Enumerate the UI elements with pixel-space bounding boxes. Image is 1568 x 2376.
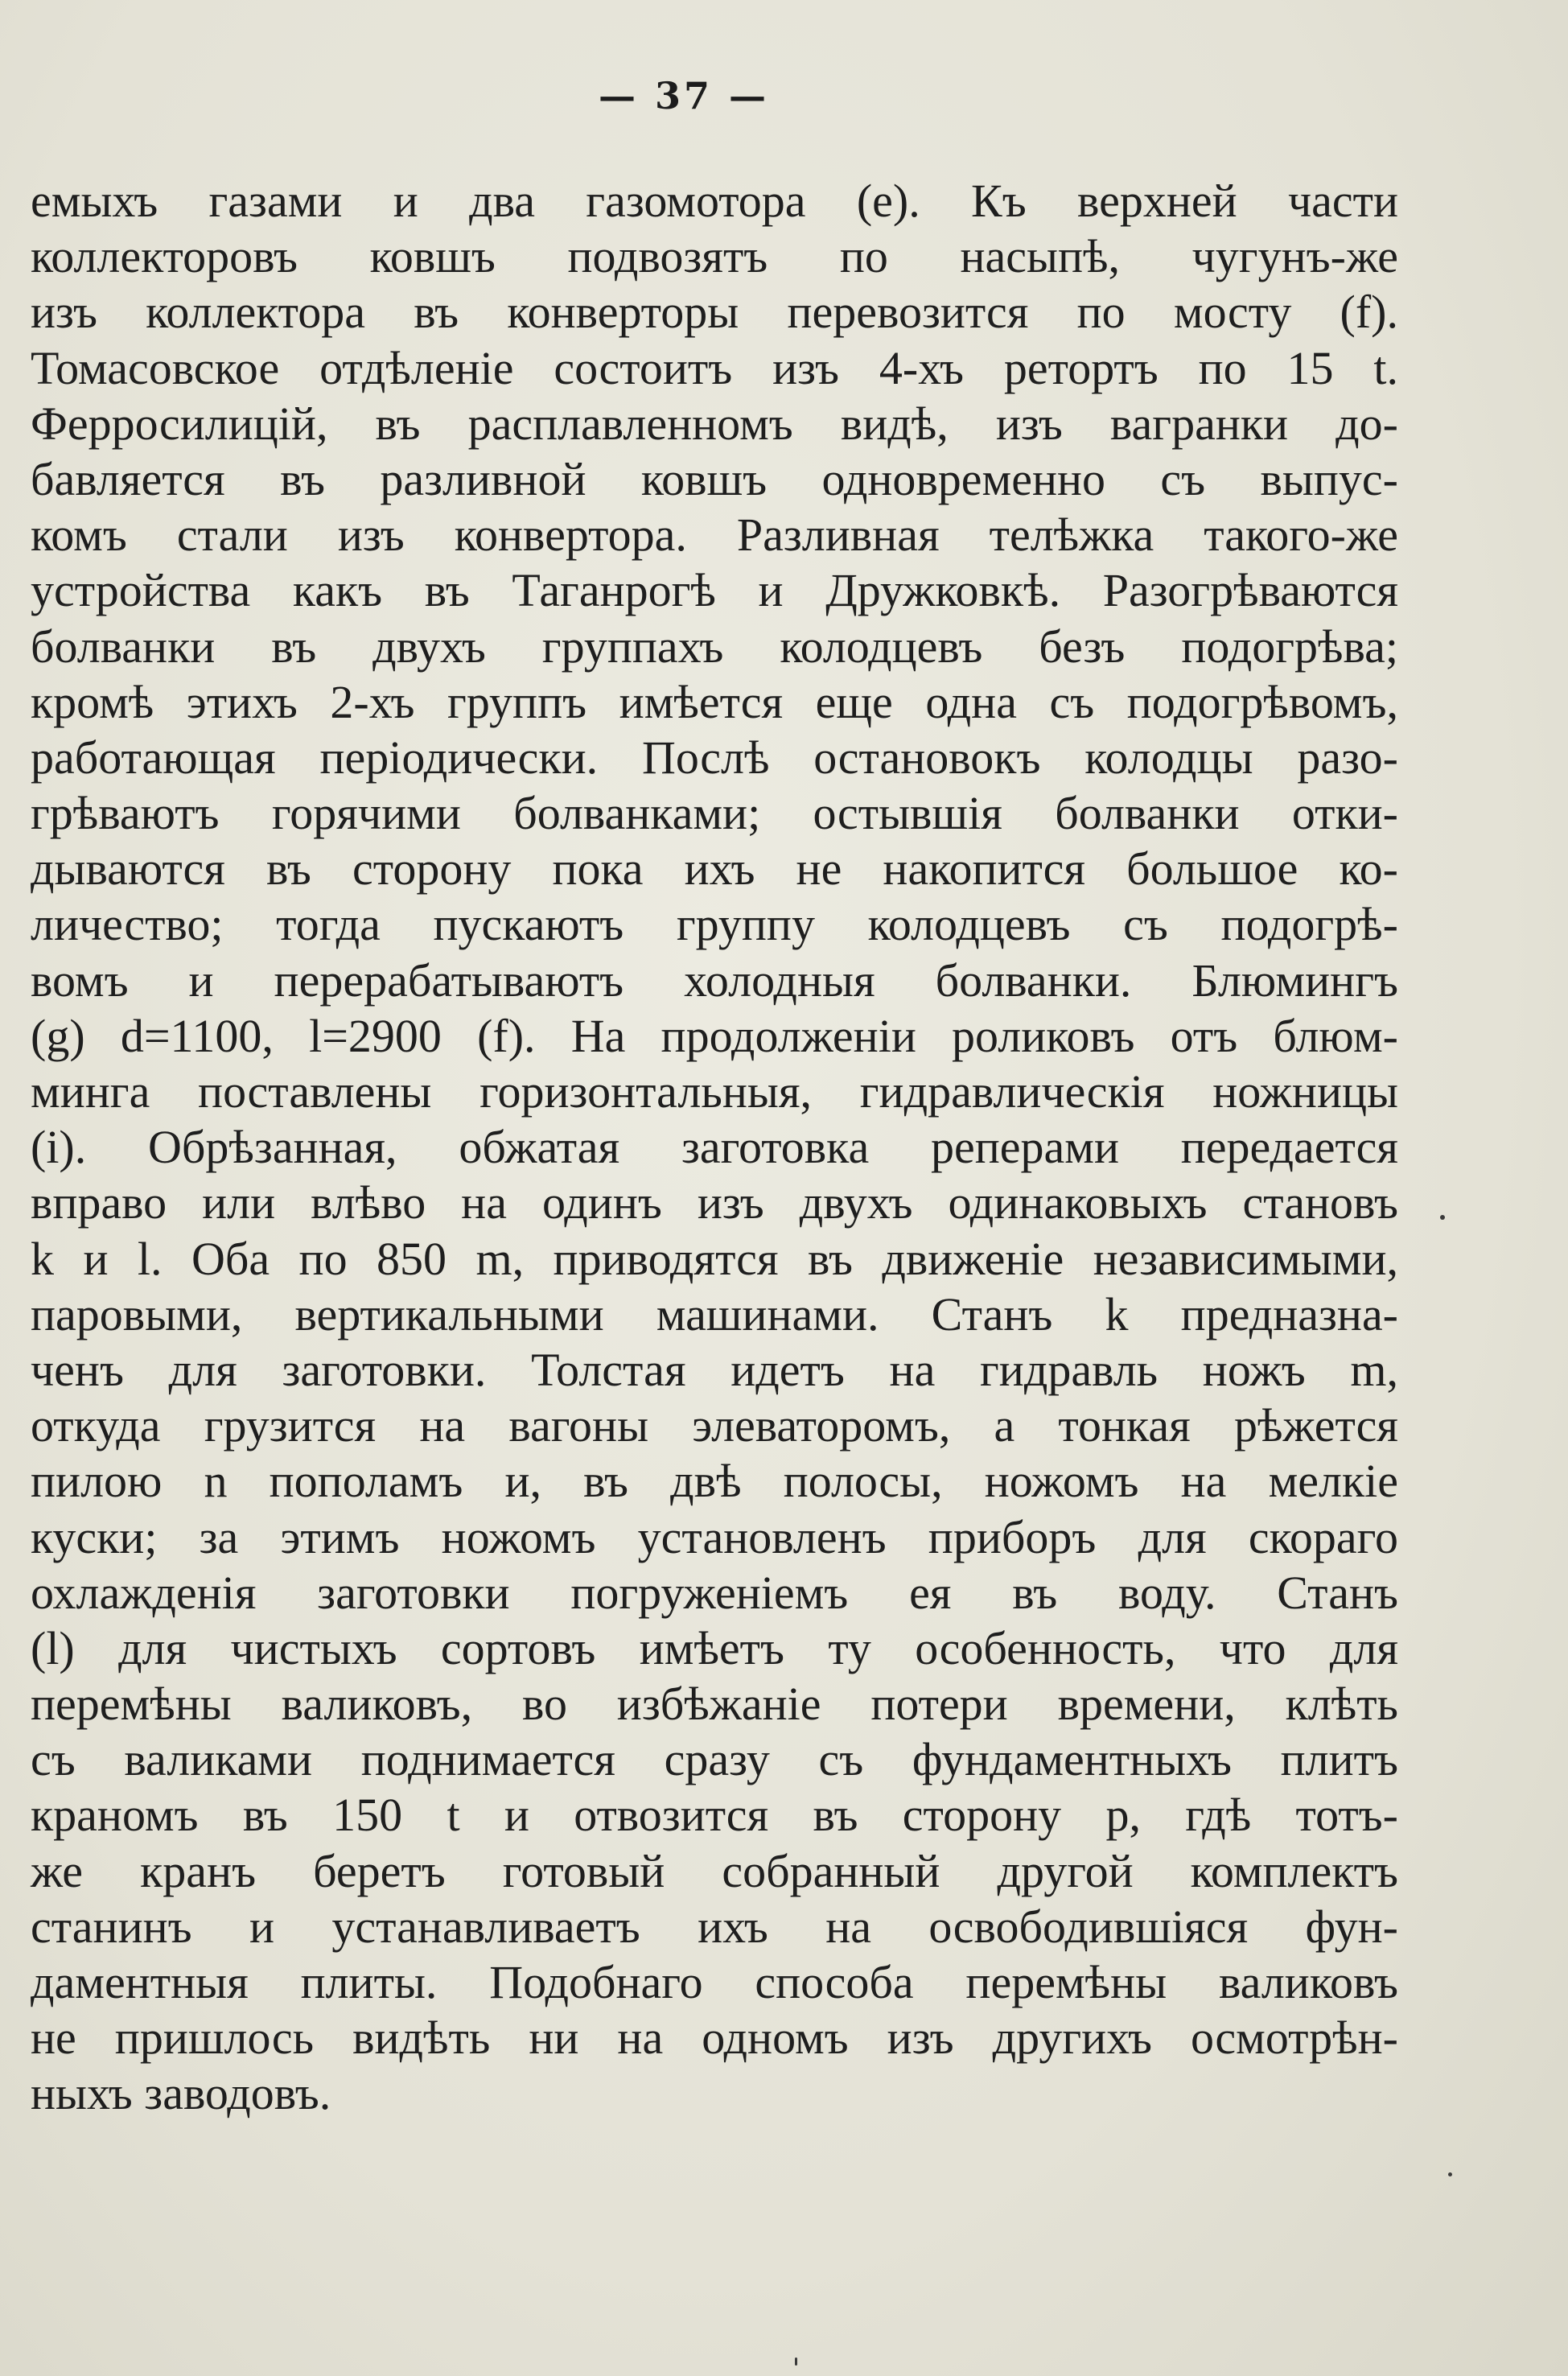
- text-line: же кранъ беретъ готовый собранный другой комплектъ: [31, 1844, 1398, 1897]
- text-line: работающая періодически. Послѣ остановокъ колодцы разо-: [31, 731, 1398, 784]
- text-line: пилою n пополамъ и, въ двѣ полосы, ножомъ на мелкіе: [31, 1455, 1398, 1508]
- text-line: не пришлось видѣть ни на одномъ изъ другихъ осмотрѣн-: [31, 2012, 1398, 2065]
- text-line: дываются въ сторону пока ихъ не накопится большое ко-: [31, 842, 1398, 896]
- text-line: ныхъ заводовъ.: [31, 2067, 331, 2120]
- text-line: k и l. Оба по 850 m, приводятся въ движеніе независимыми,: [31, 1232, 1398, 1285]
- text-line: болванки въ двухъ группахъ колодцевъ безъ подогрѣва;: [31, 620, 1398, 673]
- text-line: (i). Обрѣзанная, обжатая заготовка реперами передается: [31, 1121, 1398, 1174]
- text-line: краномъ въ 150 t и отвозится въ сторону р, гдѣ тотъ-: [31, 1789, 1398, 1842]
- ink-speck: [795, 2357, 797, 2366]
- text-line: минга поставлены горизонтальныя, гидравлическія ножницы: [31, 1065, 1398, 1118]
- text-line: изъ коллектора въ конверторы перевозится по мосту (f).: [31, 286, 1398, 339]
- text-line: (l) для чистыхъ сортовъ имѣетъ ту особенность, что для: [31, 1621, 1398, 1674]
- text-line: куски; за этимъ ножомъ установленъ приборъ для скораго: [31, 1510, 1398, 1563]
- ink-speck: [1448, 2172, 1452, 2176]
- ink-speck: [1440, 1215, 1445, 1220]
- body-text: [31, 173, 1398, 2122]
- text-line: бавляется въ разливной ковшъ одновременно съ выпус-: [31, 452, 1398, 505]
- text-line: паровыми, вертикальными машинами. Станъ k предназна-: [31, 1287, 1398, 1340]
- text-line: перемѣны валиковъ, во избѣжаніе потери времени, клѣть: [31, 1678, 1398, 1731]
- text-line: откуда грузится на вагоны элеваторомъ, а тонкая рѣжется: [31, 1399, 1398, 1452]
- text-line: даментныя плиты. Подобнаго способа перемѣны валиковъ: [31, 1956, 1398, 2008]
- text-line: личество; тогда пускаютъ группу колодцевъ съ подогрѣ-: [31, 898, 1398, 951]
- page-number: — 37 —: [598, 74, 770, 117]
- text-line: коллекторовъ ковшъ подвозятъ по насыпѣ, чугунъ-же: [31, 230, 1398, 283]
- text-line: грѣваютъ горячими болванками; остывшія болванки отки-: [31, 787, 1398, 840]
- text-line: станинъ и устанавливаетъ ихъ на освободившіяся фун-: [31, 1900, 1398, 1953]
- text-line: емыхъ газами и два газомотора (е). Къ верхней части: [31, 175, 1398, 227]
- text-line: охлажденія заготовки погруженіемъ ея въ воду. Станъ: [31, 1566, 1398, 1619]
- text-line: съ валиками поднимается сразу съ фундаментныхъ плитъ: [31, 1733, 1398, 1786]
- text-line: Томасовское отдѣленіе состоитъ изъ 4-хъ ретортъ по 15 t.: [31, 341, 1398, 394]
- text-line: устройства какъ въ Таганрогѣ и Дружковкѣ. Разогрѣваются: [31, 564, 1398, 617]
- text-line: вомъ и перерабатываютъ холодныя болванки. Блюмингъ: [31, 953, 1398, 1007]
- text-line: кромѣ этихъ 2-хъ группъ имѣется еще одна съ подогрѣвомъ,: [31, 675, 1398, 728]
- text-line: комъ стали изъ конвертора. Разливная телѣжка такого-же: [31, 509, 1398, 562]
- text-line: вправо или влѣво на одинъ изъ двухъ одинаковыхъ становъ: [31, 1176, 1398, 1229]
- text-line: ченъ для заготовки. Толстая идетъ на гидравль ножъ m,: [31, 1343, 1398, 1396]
- text-line: Ферросилицій, въ расплавленномъ видѣ, изъ вагранки до-: [31, 397, 1398, 450]
- text-line: (g) d=1100, l=2900 (f). На продолженіи роликовъ отъ блюм-: [31, 1009, 1398, 1062]
